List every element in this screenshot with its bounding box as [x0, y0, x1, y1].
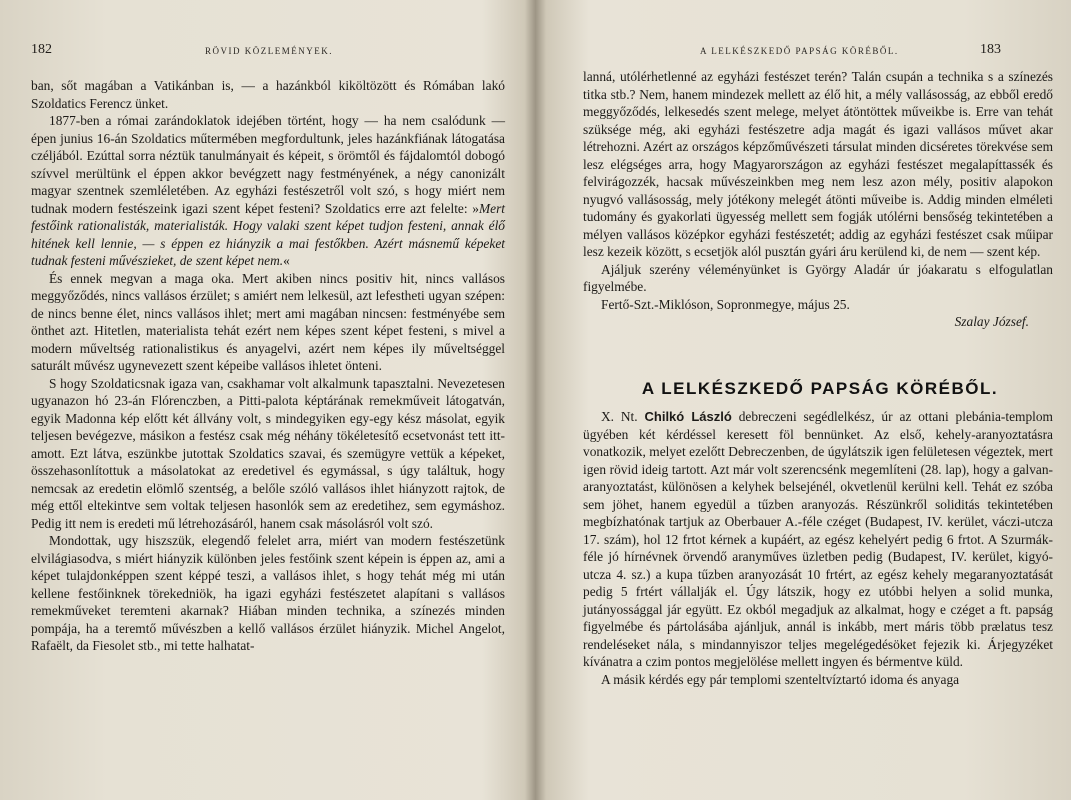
paragraph: És ennek megvan a maga oka. Mert akiben nincs positiv hit, nincs vallásos meggyőződés, nincs vallásos érzület; s amiért nem lelkesül, azt lefestheti ugyan szépen: de nincs benne élet, nincs vallásos ihlet; mert ami magában nincsen: festményébe sem önthet azt. Hitetlen, materialista tehát ezért nem képes szent képet festeni, s mivel a modern műveltség rationalistikus és anyagelvi, azért nem képes ily műveltséggel saturált művész ugynevezett szent képeibe vallásos ihletet önteni.	[31, 270, 505, 373]
body-text	[583, 68, 1053, 331]
running-head: A LELKÉSZKEDŐ PAPSÁG KÖRÉBŐL.	[700, 46, 899, 56]
paragraph-text: 1877-ben a római zarándoklatok idejében történt, hogy — ha nem csalódunk — épen junius 16-án Szoldatics műtermében megfordultunk, jeles hazánkfiának látogatása czéljából. Ezúttal sorra néztük tanulmányait és képeit, s örömtől és fájdalomtól dobogó szívvel merültünk el éppen akkor bevégzett nagy festményének, a négy canonizált magyar szentnek szemléletében. Az egyházi festészetről volt szó, s hogy miért nem tudnak modern festészeink igazi szent képet festeni? Szoldatics erre azt felelte:	[31, 113, 505, 216]
page-number: 182	[31, 42, 52, 57]
paragraph-text: debreczeni segédlelkész, úr az ottani plebánia-templom ügyében két kérdéssel keresett föl bennünket. Az első, kehely-aranyoztatásra vonatkozik, melyet ezelőtt Debreczenben, de úgylátszik igen felületesen végeztek, mert igen rövid ideig tartott. Azt már volt szerencsénk megemlíteni (28. lap), hogy a galvan-aranyoztatást, különösen a kelyhek belsejénél, okvetlenül kerülni kell. Tehát ez szóba sem jöhet, hanem egyedül a tűzben aranyozás. Részünkről soliditás tekintetében megbízhatónak tartjuk az Oberbauer A.-féle czéget (Budapest, IV. kerület, váczi-utcza 17. szám), hol 12 frtot kérnek a kupáért, az egész kehelyért pedig 6 frtot. A Szurmák-féle jó hírnévnek örvendő aranyműves üzletben pedig (Budapest, IV. kerület, kigyó-utcza 4. sz.) a kupa tűzben aranyozását 10 frtért, az egész kehely megaranyoztatását pedig 5 frtért vállalják el. Úgy látszik, hogy ez utóbbi helyen a solid munka, jutányossággal jár együtt. Ez okból megadjuk az alkalmat, hogy e czéget a ft. papság figyelmébe és pártolásába ajánljuk, annál is inkább, mert máris több prælatus tesz rendeléseket nála, s mindannyiszor teljes megelégedésöket fejezik ki. Árjegyzéket kívánatra a czim pontos megjelölése mellett ingyen és bérmentve küld.	[583, 409, 1053, 669]
paragraph: S hogy Szoldaticsnak igaza van, csakhamar volt alkalmunk tapasztalni. Nevezetesen ugyanazon hó 23-án Flórenczben, a Pitti-palota képtárának remekműveit látogatván, egyik Madonna kép előtt két állvány volt, s mindegyiken egy-egy kész másolat, egyik teljesen bevégezve, másikon a festész csak még néhány tökéletesítő ecsetvonást tett itt-amott. Ezt látva, eszünkbe jutottak Szoldatics szavai, és szemügyre vettük a képeket, összehasonlítottuk a másolatokat az eredetivel és egymással, s úgy találtuk, hogy nemcsak az eredetin elömlő szentség, a belőle szóló vallásos ihlet hiányzott rajtok, de még ettől eltekintve sem voltak teljesen hasonlók sem az eredetihez, sem egymáshoz. Pedig itt nem is eredeti mű létrehozásáról, hanem csak másolásról volt szó.	[31, 375, 505, 531]
paragraph: Fertő-Szt.-Miklóson, Sopronmegye, május 25.	[601, 296, 850, 312]
paragraph: ban, sőt magában a Vatikánban is, — a hazánkból kiköltözött és Rómában lakó Szoldatics Ferencz ünket.	[31, 78, 505, 111]
quote: Mert festőink rationalisták, materialisták. Hogy valaki szent képet tudjon festeni, annak élő hitének kell lennie, — s éppen ez hiányzik a mai festőkben. Azért másnemű képeket tudnak festeni művészieket, de szent képet nem.	[31, 200, 505, 268]
paragraph: 1877-ben a római zarándoklatok idejében történt, hogy — ha nem csalódunk — épen junius 16-án Szoldatics műtermében megfordultunk, jeles hazánkfiának látogatása czéljából. Ezúttal sorra néztük tanulmányait és képeit, s örömtől és fájdalomtól dobogó szívvel merültünk el éppen akkor bevégzett nagy festményének, a négy canonizált magyar szentnek szemléletében. Az egyházi festészetről volt szó, s hogy miért nem tudnak modern festészeink igazi szent képet festeni? Szoldatics erre azt felelte: »Mert festőink rationalisták, materialisták. Hogy valaki szent képet tudjon festeni, annak élő hitének kell lennie, — s éppen ez hiányzik a mai festőkben. Azért másnemű képeket tudnak festeni művészieket, de szent képet nem.«	[31, 113, 505, 268]
paragraph: A másik kérdés egy pár templomi szenteltvíztartó idoma és anyaga	[601, 671, 960, 687]
running-head: RÖVID KÖZLEMÉNYEK.	[205, 46, 333, 56]
paragraph: Ajáljuk szerény véleményünket is György Aladár úr jóakaratu s elfogulatlan figyelmébe.	[583, 261, 1053, 294]
paragraph: lanná, utólérhetlenné az egyházi festészet terén? Talán csupán a technika s a színezés titka stb.? Nem, hanem mindezek mellett az élő hit, a mély vallásosság, az ebből eredő meggyőződés, lelkesedés szent melege, melyet átöntöttek műveikbe is. Erre van tehát szüksége még, aki egyházi festészetre adja magát és igazi vallásos művet akar létrehozni. Azért az országos képzőművészeti társulat minden dicséretes törekvése sem lesz elégséges arra, hogy Magyarországon az egyházi festészet megalapíttassék és felvirágozzék, hacsak művészeinkben meg nem lesz azon mély, positiv alapokon nyugvó vallásosság, mely jótékony melegét átönti műveibe is. Addig minden elméleti tudomány és gyakorlati ügyesség mellett sem fogják utólérni bensőség tekintetében a mélyen vallásos középkor egyházi festészetét; addig az egyházi festészet csak műipar lesz kezeik között, s ecsetjök alól pusztán gyári áru kerülend ki, de nem — szent kép.	[583, 69, 1053, 259]
right-page	[540, 0, 1071, 800]
section-body	[583, 408, 1053, 688]
paragraph	[583, 408, 1053, 671]
body-text	[31, 77, 505, 655]
paragraph: Mondottak, ugy hiszszük, elegendő felelet arra, miért van modern festészetünk elvilágiasodva, s miért hiányzik különben jeles festőink szent képein is éppen az, ami a képet tulajdonképpen szent képpé teszi, a vallásos ihlet, s hogy tehát még mi után kellene festőinknek törekedniök, ha igazi egyházi festészetet alapítani s vallásos remekműveket teremteni akarnak? Hiában minden technika, a színezés minden pompája, ha a teremtő művészben a kellő vallásos érzület hiányzik. Michel Angelot, Rafaëlt, da Fiesolet stb., mi tette halhatat-	[31, 533, 505, 653]
section-name: Chilkó László	[644, 409, 732, 424]
section-number: X. Nt.	[601, 409, 638, 424]
section-title: A LELKÉSZKEDŐ PAPSÁG KÖRÉBŐL.	[641, 379, 999, 398]
page-number: 183	[980, 42, 1001, 57]
signature: Szalay József.	[954, 314, 1029, 329]
left-page	[0, 0, 530, 800]
